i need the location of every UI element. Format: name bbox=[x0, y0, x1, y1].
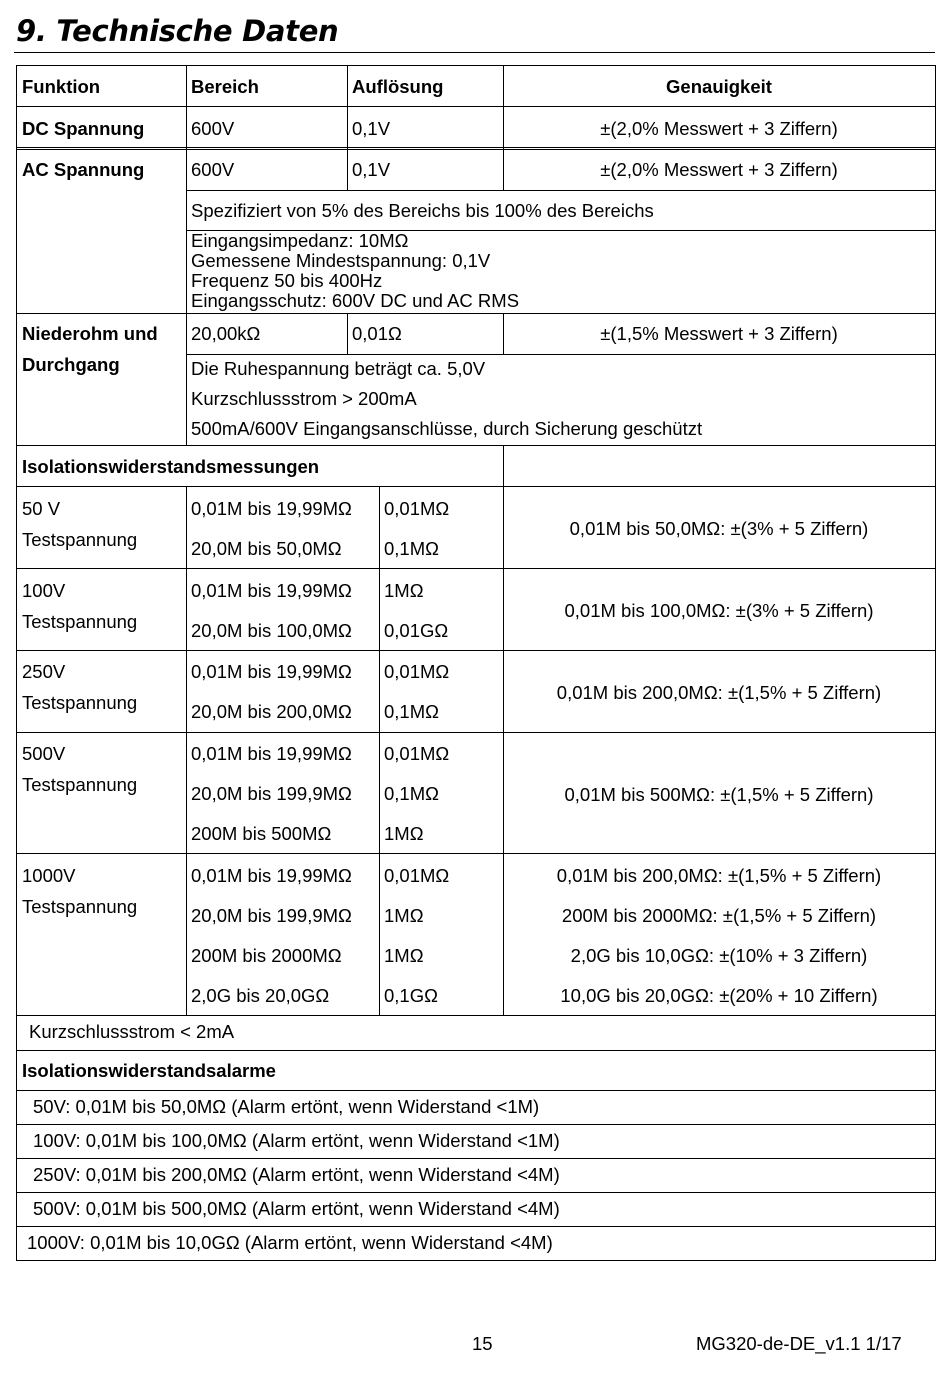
table-rule-h bbox=[16, 486, 936, 487]
insulation-resolution: 1MΩ bbox=[384, 945, 424, 966]
insulation-range: 2,0G bis 20,0GΩ bbox=[191, 985, 330, 1006]
lowohm-range: 20,00kΩ bbox=[191, 323, 261, 344]
ac-accuracy: ±(2,0% Messwert + 3 Ziffern) bbox=[600, 159, 838, 180]
ac-note: Spezifiziert von 5% des Bereichs bis 100% des Bereichs bbox=[191, 200, 654, 221]
insulation-resolution: 0,1MΩ bbox=[384, 701, 439, 722]
test-voltage-label: Testspannung bbox=[22, 529, 138, 550]
title-underline bbox=[14, 52, 935, 53]
header-funktion: Funktion bbox=[22, 76, 101, 97]
insulation-range: 0,01M bis 19,99MΩ bbox=[191, 743, 352, 764]
lowohm-label: Durchgang bbox=[22, 354, 120, 375]
alarms-header: Isolationswiderstandsalarme bbox=[22, 1060, 276, 1081]
insulation-accuracy: 0,01M bis 200,0MΩ: ±(1,5% + 5 Ziffern) bbox=[556, 682, 882, 703]
test-voltage: 250V bbox=[22, 661, 66, 682]
table-rule-h bbox=[16, 65, 936, 66]
ac-label: AC Spannung bbox=[22, 159, 145, 180]
table-rule-h bbox=[16, 732, 936, 733]
table-rule-v bbox=[935, 65, 936, 1261]
table-rule-h bbox=[16, 106, 936, 107]
insulation-accuracy: 200M bis 2000MΩ: ±(1,5% + 5 Ziffern) bbox=[561, 905, 877, 926]
test-voltage-label: Testspannung bbox=[22, 774, 138, 795]
insulation-resolution: 1MΩ bbox=[384, 823, 424, 844]
insulation-range: 20,0M bis 50,0MΩ bbox=[191, 538, 342, 559]
insulation-accuracy: 0,01M bis 200,0MΩ: ±(1,5% + 5 Ziffern) bbox=[556, 865, 882, 886]
insulation-header: Isolationswiderstandsmessungen bbox=[22, 456, 320, 477]
header-aufloesung: Auflösung bbox=[352, 76, 444, 97]
test-voltage: 100V bbox=[22, 580, 66, 601]
table-rule-v bbox=[16, 65, 17, 1261]
insulation-resolution: 0,1MΩ bbox=[384, 783, 439, 804]
insulation-range: 20,0M bis 200,0MΩ bbox=[191, 701, 352, 722]
table-rule-h bbox=[16, 1226, 936, 1227]
lowohm-note: Die Ruhespannung beträgt ca. 5,0V bbox=[191, 358, 486, 379]
lowohm-resolution: 0,01Ω bbox=[352, 323, 402, 344]
test-voltage: 500V bbox=[22, 743, 66, 764]
table-rule-v bbox=[347, 65, 348, 191]
document-id: MG320-de-DE_v1.1 1/17 bbox=[696, 1333, 902, 1354]
alarm-row: 1000V: 0,01M bis 10,0GΩ (Alarm ertönt, wenn Widerstand <4M) bbox=[27, 1232, 553, 1253]
insulation-range: 200M bis 500MΩ bbox=[191, 823, 332, 844]
insulation-resolution: 0,01MΩ bbox=[384, 743, 450, 764]
insulation-range: 20,0M bis 199,9MΩ bbox=[191, 783, 352, 804]
alarm-row: 100V: 0,01M bis 100,0MΩ (Alarm ertönt, wenn Widerstand <1M) bbox=[33, 1130, 560, 1151]
lowohm-note: 500mA/600V Eingangsanschlüsse, durch Sicherung geschützt bbox=[191, 418, 703, 439]
table-rule-h bbox=[16, 149, 936, 150]
alarm-row: 500V: 0,01M bis 500,0MΩ (Alarm ertönt, wenn Widerstand <4M) bbox=[33, 1198, 560, 1219]
table-rule-v bbox=[186, 486, 187, 1016]
dc-resolution: 0,1V bbox=[352, 118, 391, 139]
table-rule-h bbox=[16, 1090, 936, 1091]
table-rule-h bbox=[16, 1015, 936, 1016]
lowohm-label: Niederohm und bbox=[22, 323, 158, 344]
test-voltage: 1000V bbox=[22, 865, 76, 886]
test-voltage-label: Testspannung bbox=[22, 692, 138, 713]
insulation-range: 0,01M bis 19,99MΩ bbox=[191, 865, 352, 886]
table-rule-h bbox=[16, 313, 936, 314]
ac-detail-line: Eingangsschutz: 600V DC und AC RMS bbox=[191, 290, 520, 311]
table-rule-h bbox=[16, 568, 936, 569]
alarm-row: 250V: 0,01M bis 200,0MΩ (Alarm ertönt, wenn Widerstand <4M) bbox=[33, 1164, 560, 1185]
table-rule-h bbox=[16, 445, 936, 446]
test-voltage: 50 V bbox=[22, 498, 61, 519]
short-circuit-note: Kurzschlussstrom < 2mA bbox=[29, 1021, 235, 1042]
insulation-range: 0,01M bis 19,99MΩ bbox=[191, 498, 352, 519]
table-rule-h bbox=[16, 1050, 936, 1051]
insulation-accuracy: 10,0G bis 20,0GΩ: ±(20% + 10 Ziffern) bbox=[560, 985, 878, 1006]
ac-range: 600V bbox=[191, 159, 235, 180]
insulation-resolution: 0,01MΩ bbox=[384, 865, 450, 886]
table-rule-v bbox=[379, 486, 380, 1016]
header-bereich: Bereich bbox=[191, 76, 259, 97]
lowohm-note: Kurzschlussstrom > 200mA bbox=[191, 388, 417, 409]
insulation-range: 20,0M bis 100,0MΩ bbox=[191, 620, 352, 641]
ac-detail-line: Gemessene Mindestspannung: 0,1V bbox=[191, 250, 491, 271]
table-rule-h bbox=[16, 1192, 936, 1193]
insulation-resolution: 0,01MΩ bbox=[384, 498, 450, 519]
insulation-range: 0,01M bis 19,99MΩ bbox=[191, 661, 352, 682]
ac-detail-line: Eingangsimpedanz: 10MΩ bbox=[191, 230, 409, 251]
table-rule-h bbox=[186, 190, 936, 191]
insulation-resolution: 0,1GΩ bbox=[384, 985, 438, 1006]
insulation-range: 200M bis 2000MΩ bbox=[191, 945, 342, 966]
insulation-resolution: 0,1MΩ bbox=[384, 538, 439, 559]
table-rule-v bbox=[186, 65, 187, 446]
insulation-range: 0,01M bis 19,99MΩ bbox=[191, 580, 352, 601]
dc-label: DC Spannung bbox=[22, 118, 145, 139]
ac-detail-line: Frequenz 50 bis 400Hz bbox=[191, 270, 383, 291]
dc-accuracy: ±(2,0% Messwert + 3 Ziffern) bbox=[600, 118, 838, 139]
insulation-resolution: 0,01GΩ bbox=[384, 620, 449, 641]
insulation-accuracy: 0,01M bis 100,0MΩ: ±(3% + 5 Ziffern) bbox=[564, 600, 874, 621]
header-genauigkeit: Genauigkeit bbox=[666, 76, 772, 97]
insulation-resolution: 0,01MΩ bbox=[384, 661, 450, 682]
test-voltage-label: Testspannung bbox=[22, 896, 138, 917]
test-voltage-label: Testspannung bbox=[22, 611, 138, 632]
insulation-range: 20,0M bis 199,9MΩ bbox=[191, 905, 352, 926]
insulation-resolution: 1MΩ bbox=[384, 580, 424, 601]
page-number: 15 bbox=[472, 1333, 493, 1354]
alarm-row: 50V: 0,01M bis 50,0MΩ (Alarm ertönt, wenn Widerstand <1M) bbox=[33, 1096, 540, 1117]
table-rule-v bbox=[347, 313, 348, 355]
table-rule-h bbox=[16, 147, 936, 148]
insulation-accuracy: 0,01M bis 50,0MΩ: ±(3% + 5 Ziffern) bbox=[569, 518, 869, 539]
page-title: 9. Technische Daten bbox=[16, 14, 339, 48]
ac-resolution: 0,1V bbox=[352, 159, 391, 180]
insulation-resolution: 1MΩ bbox=[384, 905, 424, 926]
table-rule-h bbox=[16, 853, 936, 854]
table-rule-h bbox=[186, 354, 936, 355]
dc-range: 600V bbox=[191, 118, 235, 139]
insulation-accuracy: 2,0G bis 10,0GΩ: ±(10% + 3 Ziffern) bbox=[570, 945, 868, 966]
table-rule-h bbox=[16, 1260, 936, 1261]
table-rule-h bbox=[16, 1158, 936, 1159]
table-rule-h bbox=[16, 1124, 936, 1125]
insulation-accuracy: 0,01M bis 500MΩ: ±(1,5% + 5 Ziffern) bbox=[564, 784, 874, 805]
table-rule-h bbox=[16, 650, 936, 651]
lowohm-accuracy: ±(1,5% Messwert + 3 Ziffern) bbox=[600, 323, 838, 344]
